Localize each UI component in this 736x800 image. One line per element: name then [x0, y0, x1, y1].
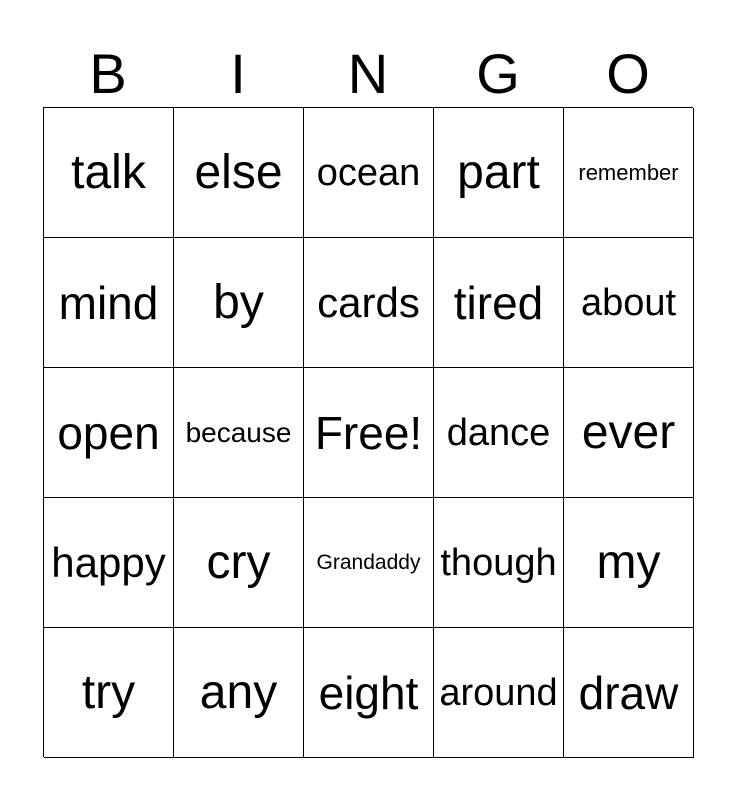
header-letter-g: G	[476, 42, 520, 105]
bingo-board	[43, 107, 693, 757]
bingo-cell[interactable]: cards	[304, 238, 434, 368]
bingo-cell[interactable]: about	[564, 238, 694, 368]
header-letter-o: O	[606, 42, 650, 105]
bingo-cell[interactable]: eight	[304, 628, 434, 758]
bingo-cell[interactable]: my	[564, 498, 694, 628]
bingo-cell[interactable]: try	[44, 628, 174, 758]
bingo-cell[interactable]: though	[434, 498, 564, 628]
bingo-cell[interactable]: else	[174, 108, 304, 238]
bingo-cell[interactable]: tired	[434, 238, 564, 368]
free-space-cell[interactable]: Free!	[304, 368, 434, 498]
bingo-cell[interactable]: mind	[44, 238, 174, 368]
bingo-cell[interactable]: talk	[44, 108, 174, 238]
bingo-header	[43, 40, 693, 108]
bingo-cell[interactable]: remember	[564, 108, 694, 238]
bingo-cell[interactable]: draw	[564, 628, 694, 758]
bingo-cell[interactable]: any	[174, 628, 304, 758]
header-letter-n: N	[347, 42, 389, 105]
bingo-cell[interactable]: ever	[564, 368, 694, 498]
header-letter-b: B	[89, 42, 127, 105]
bingo-cell[interactable]: part	[434, 108, 564, 238]
bingo-cell[interactable]: cry	[174, 498, 304, 628]
bingo-cell[interactable]: ocean	[304, 108, 434, 238]
header-letter-i: I	[230, 42, 246, 105]
bingo-cell[interactable]: by	[174, 238, 304, 368]
bingo-cell[interactable]: around	[434, 628, 564, 758]
bingo-cell[interactable]: happy	[44, 498, 174, 628]
bingo-cell[interactable]: dance	[434, 368, 564, 498]
bingo-cell[interactable]: open	[44, 368, 174, 498]
bingo-cell[interactable]: Grandaddy	[304, 498, 434, 628]
bingo-cell[interactable]: because	[174, 368, 304, 498]
